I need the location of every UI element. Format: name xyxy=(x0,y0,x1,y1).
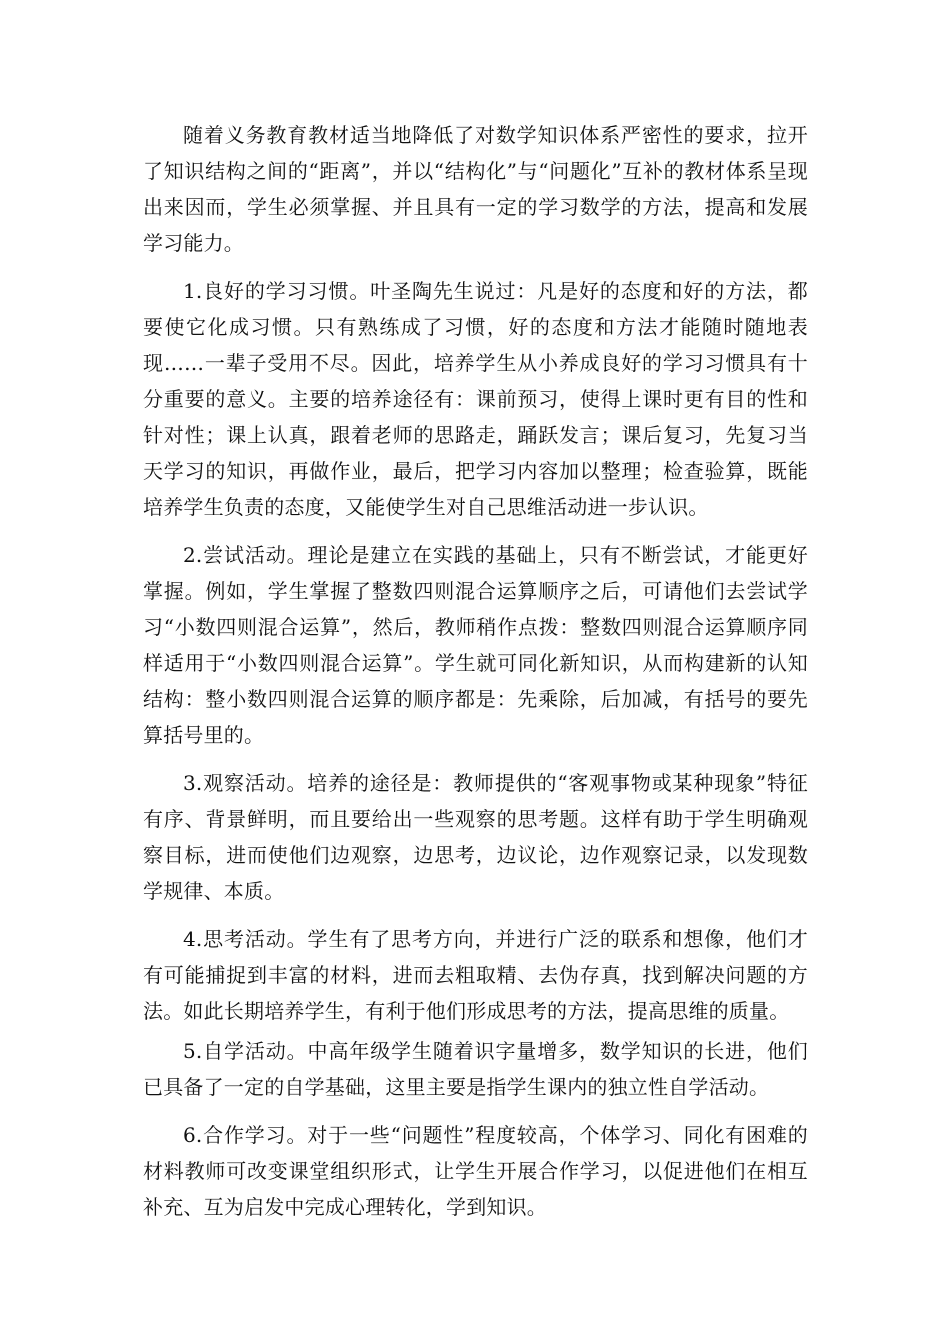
paragraph-trial-activity: 2.尝试活动。理论是建立在实践的基础上，只有不断尝试，才能更好掌握。例如，学生掌握了整数四则混合运算顺序之后，可请他们去尝试学习“小数四则混合运算”，然后，教师稍作点拨：整数四则混合运算顺序同样适用于“小数四则混合运算”。学生就可同化新知识，从而构建新的认知结构：整小数四则混合运算的顺序都是：先乘除，后加减，有括号的要先算括号里的。 xyxy=(143,543,808,747)
paragraph-study-habits: 1.良好的学习习惯。叶圣陶先生说过：凡是好的态度和好的方法，都要使它化成习惯。只有熟练成了习惯，好的态度和方法才能随时随地表现……一辈子受用不尽。因此，培养学生从小养成良好的学习习惯具有十分重要的意义。主要的培养途径有：课前预习，使得上课时更有目的性和针对性；课上认真，跟着老师的思路走，踊跃发言；课后复习，先复习当天学习的知识，再做作业，最后，把学习内容加以整理；检查验算，既能培养学生负责的态度，又能使学生对自己思维活动进一步认识。 xyxy=(143,279,808,519)
paragraph-observation-activity: 3.观察活动。培养的途径是：教师提供的“客观事物或某种现象”特征有序、背景鲜明，而且要给出一些观察的思考题。这样有助于学生明确观察目标，进而使他们边观察，边思考，边议论，边作观察记录，以发现数学规律、本质。 xyxy=(143,771,808,903)
paragraph-thinking-activity: 4.思考活动。学生有了思考方向，并进行广泛的联系和想像，他们才有可能捕捉到丰富的材料，进而去粗取精、去伪存真，找到解决问题的方法。如此长期培养学生，有利于他们形成思考的方法，提高思维的质量。 xyxy=(143,927,808,1023)
document-page xyxy=(143,117,808,1225)
intro-paragraph: 随着义务教育教材适当地降低了对数学知识体系严密性的要求，拉开了知识结构之间的“距离”，并以“结构化”与“问题化”互补的教材体系呈现出来因而，学生必须掌握、并且具有一定的学习数学的方法，提高和发展学习能力。 xyxy=(143,123,808,255)
paragraph-cooperative-learning: 6.合作学习。对于一些“问题性”程度较高，个体学习、同化有困难的材料教师可改变课堂组织形式，让学生开展合作学习，以促进他们在相互补充、互为启发中完成心理转化，学到知识。 xyxy=(143,1123,808,1219)
paragraph-self-study-activity: 5.自学活动。中高年级学生随着识字量增多，数学知识的长进，他们已具备了一定的自学基础，这里主要是指学生课内的独立性自学活动。 xyxy=(143,1039,808,1099)
